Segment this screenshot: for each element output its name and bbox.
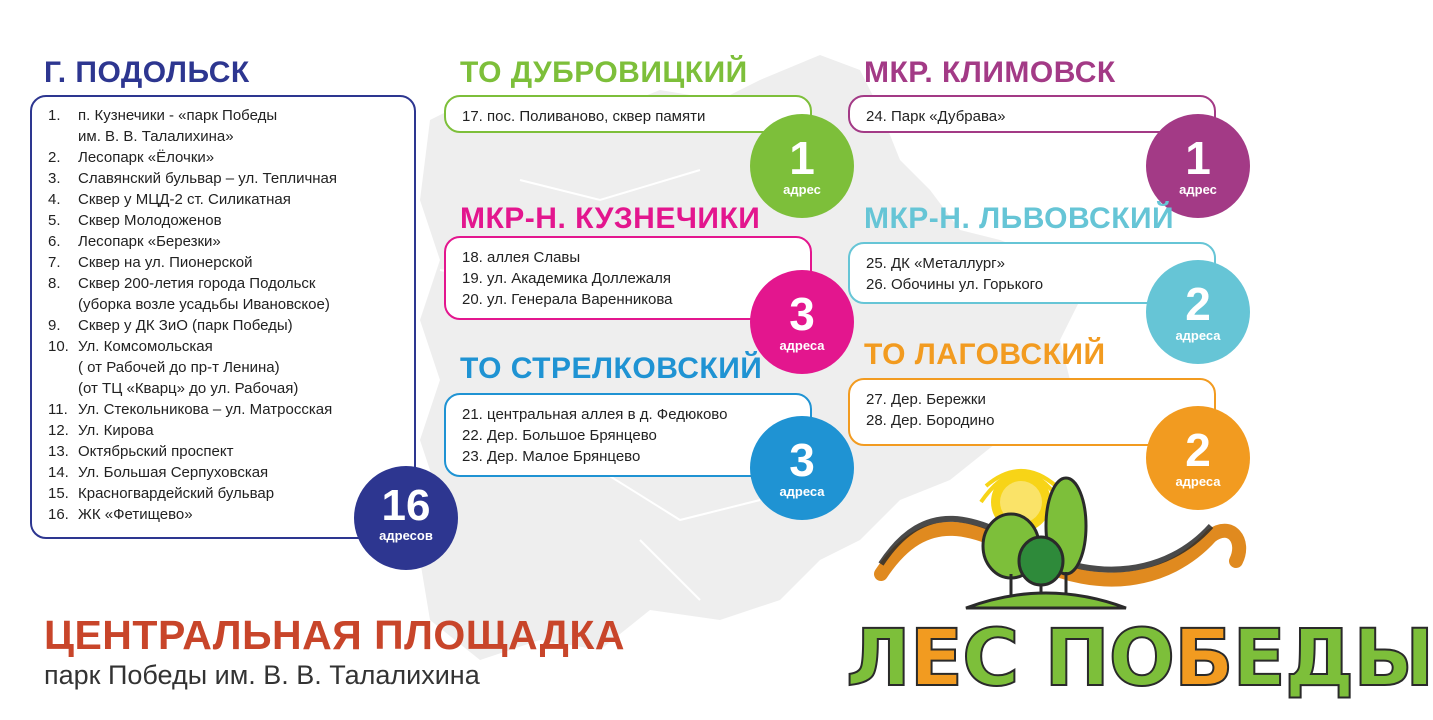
les-pobedy-logo — [836, 466, 1433, 716]
podolsk-list — [48, 105, 404, 525]
podolsk-item-text: Славянский бульвар – ул. Тепличная — [78, 170, 338, 187]
dubrovitsky-count-word: адрес — [783, 182, 821, 197]
podolsk-item-number: 13. — [48, 443, 69, 460]
dubrovitsky-list-item: 17. пос. Поливаново, сквер памяти — [462, 108, 706, 125]
podolsk-item-text: Сквер у ДК ЗиО (парк Победы) — [78, 317, 293, 334]
klimovsk-count-word: адрес — [1179, 182, 1217, 197]
podolsk-item-text: Сквер 200-летия города Подольск — [78, 275, 316, 292]
podolsk-item-text: Сквер на ул. Пионерской — [78, 254, 253, 271]
lagovsky-title: ТО ЛАГОВСКИЙ — [864, 338, 1106, 371]
kuznechiki-list — [462, 247, 798, 310]
lagovsky-list-item: 28. Дер. Бородино — [866, 412, 995, 429]
podolsk-list-item — [48, 357, 404, 378]
dubrovitsky-title: ТО ДУБРОВИЦКИЙ — [460, 56, 748, 89]
podolsk-item-number: 7. — [48, 254, 61, 271]
klimovsk-list — [866, 106, 1202, 127]
lagovsky-list-item: 27. Дер. Бережки — [866, 391, 986, 408]
podolsk-item-text: Октябрьский проспект — [78, 443, 234, 460]
lagovsky-list — [866, 389, 1202, 431]
podolsk-list-item — [48, 294, 404, 315]
podolsk-item-text: Ул. Кирова — [78, 422, 154, 439]
podolsk-item-number: 8. — [48, 275, 61, 292]
podolsk-list-item — [48, 336, 404, 357]
podolsk-list-item — [48, 231, 404, 252]
dubrovitsky-list — [462, 106, 798, 127]
lvovsky-count-badge — [1146, 260, 1250, 364]
podolsk-item-number: 1. — [48, 107, 61, 124]
podolsk-list-item — [48, 189, 404, 210]
podolsk-item-number: 10. — [48, 338, 69, 355]
strelkovsky-list-item: 21. центральная аллея в д. Федюково — [462, 406, 728, 423]
dubrovitsky-count: 1 — [789, 132, 815, 184]
dubrovitsky-count-badge — [750, 114, 854, 218]
kuznechiki-count: 3 — [789, 288, 815, 340]
podolsk-list-item — [48, 378, 404, 399]
podolsk-item-number: 3. — [48, 170, 61, 187]
podolsk-item-text: ( от Рабочей до пр-т Ленина) — [78, 359, 280, 376]
podolsk-item-text: ЖК «Фетищево» — [78, 506, 193, 523]
lagovsky-count: 2 — [1185, 424, 1211, 476]
podolsk-count: 16 — [381, 481, 431, 530]
lvovsky-count: 2 — [1185, 278, 1211, 330]
podolsk-item-text: Ул. Стекольникова – ул. Матросская — [78, 401, 333, 418]
podolsk-item-number: 11. — [48, 401, 68, 418]
podolsk-item-number: 5. — [48, 212, 61, 229]
strelkovsky-list-item: 23. Дер. Малое Брянцево — [462, 448, 641, 465]
kuznechiki-list-item: 18. аллея Славы — [462, 249, 581, 266]
klimovsk-count: 1 — [1185, 132, 1211, 184]
podolsk-list-item — [48, 441, 404, 462]
klimovsk-title: МКР. КЛИМОВСК — [864, 56, 1116, 89]
lvovsky-count-word: адреса — [1175, 328, 1221, 343]
podolsk-item-number: 9. — [48, 317, 61, 334]
klimovsk-list-box — [848, 95, 1216, 133]
kuznechiki-count-word: адреса — [779, 338, 825, 353]
lagovsky-count-word: адреса — [1175, 474, 1221, 489]
podolsk-item-text: (от ТЦ «Кварц» до ул. Рабочая) — [78, 380, 299, 397]
podolsk-item-number: 4. — [48, 191, 61, 208]
podolsk-list-item — [48, 462, 404, 483]
strelkovsky-title: ТО СТРЕЛКОВСКИЙ — [460, 352, 763, 385]
podolsk-list-item — [48, 483, 404, 504]
strelkovsky-list — [462, 404, 798, 467]
podolsk-item-text: Лесопарк «Ёлочки» — [78, 149, 215, 166]
podolsk-item-number: 2. — [48, 149, 61, 166]
strelkovsky-count-word: адреса — [779, 484, 825, 499]
logo-text — [846, 614, 1433, 704]
podolsk-list-item — [48, 210, 404, 231]
podolsk-item-number: 16. — [48, 506, 69, 523]
podolsk-item-text: им. В. В. Талалихина» — [78, 128, 234, 145]
podolsk-list-item — [48, 105, 404, 126]
podolsk-item-number: 6. — [48, 233, 61, 250]
podolsk-item-text: п. Кузнечики - «парк Победы — [78, 107, 278, 124]
dubrovitsky-list-box — [444, 95, 812, 133]
central-site-title: ЦЕНТРАЛЬНАЯ ПЛОЩАДКА — [44, 612, 625, 658]
podolsk-item-text: (уборка возле усадьбы Ивановское) — [78, 296, 330, 313]
kuznechiki-count-badge — [750, 270, 854, 374]
podolsk-item-text: Красногвардейский бульвар — [78, 485, 275, 502]
podolsk-list-item — [48, 399, 404, 420]
podolsk-item-number: 12. — [48, 422, 69, 439]
lvovsky-list-item: 26. Обочины ул. Горького — [866, 276, 1044, 293]
podolsk-list-item — [48, 420, 404, 441]
podolsk-list-item — [48, 252, 404, 273]
kuznechiki-list-item: 19. ул. Академика Доллежаля — [462, 270, 671, 287]
podolsk-item-text: Сквер у МЦД-2 ст. Силикатная — [78, 191, 291, 208]
podolsk-list-item — [48, 168, 404, 189]
podolsk-item-text: Сквер Молодоженов — [78, 212, 222, 229]
logo-text-letters: ЛЕС ПОБЕДЫ — [846, 614, 1433, 704]
strelkovsky-count: 3 — [789, 434, 815, 486]
central-site-subtitle: парк Победы им. В. В. Талалихина — [44, 660, 480, 690]
podolsk-list-item — [48, 126, 404, 147]
klimovsk-list-item: 24. Парк «Дубрава» — [866, 108, 1006, 125]
podolsk-item-text: Ул. Комсомольская — [78, 338, 213, 355]
tree-sun-logo-icon — [836, 466, 1276, 616]
kuznechiki-title: МКР-Н. КУЗНЕЧИКИ — [460, 202, 761, 235]
podolsk-item-text: Ул. Большая Серпуховская — [78, 464, 269, 481]
podolsk-list-item — [48, 273, 404, 294]
strelkovsky-list-item: 22. Дер. Большое Брянцево — [462, 427, 657, 444]
podolsk-list-item — [48, 147, 404, 168]
podolsk-count-badge — [354, 466, 458, 570]
podolsk-list-item — [48, 315, 404, 336]
podolsk-title: Г. ПОДОЛЬСК — [44, 56, 250, 89]
lvovsky-title: МКР-Н. ЛЬВОВСКИЙ — [864, 202, 1175, 235]
podolsk-item-number: 15. — [48, 485, 69, 502]
podolsk-list-item — [48, 504, 404, 525]
podolsk-item-text: Лесопарк «Березки» — [78, 233, 221, 250]
podolsk-list-box — [30, 95, 416, 539]
podolsk-count-word: адресов — [379, 528, 433, 543]
kuznechiki-list-item: 20. ул. Генерала Варенникова — [462, 291, 673, 308]
podolsk-item-number: 14. — [48, 464, 69, 481]
lvovsky-list-item: 25. ДК «Металлург» — [866, 255, 1005, 272]
